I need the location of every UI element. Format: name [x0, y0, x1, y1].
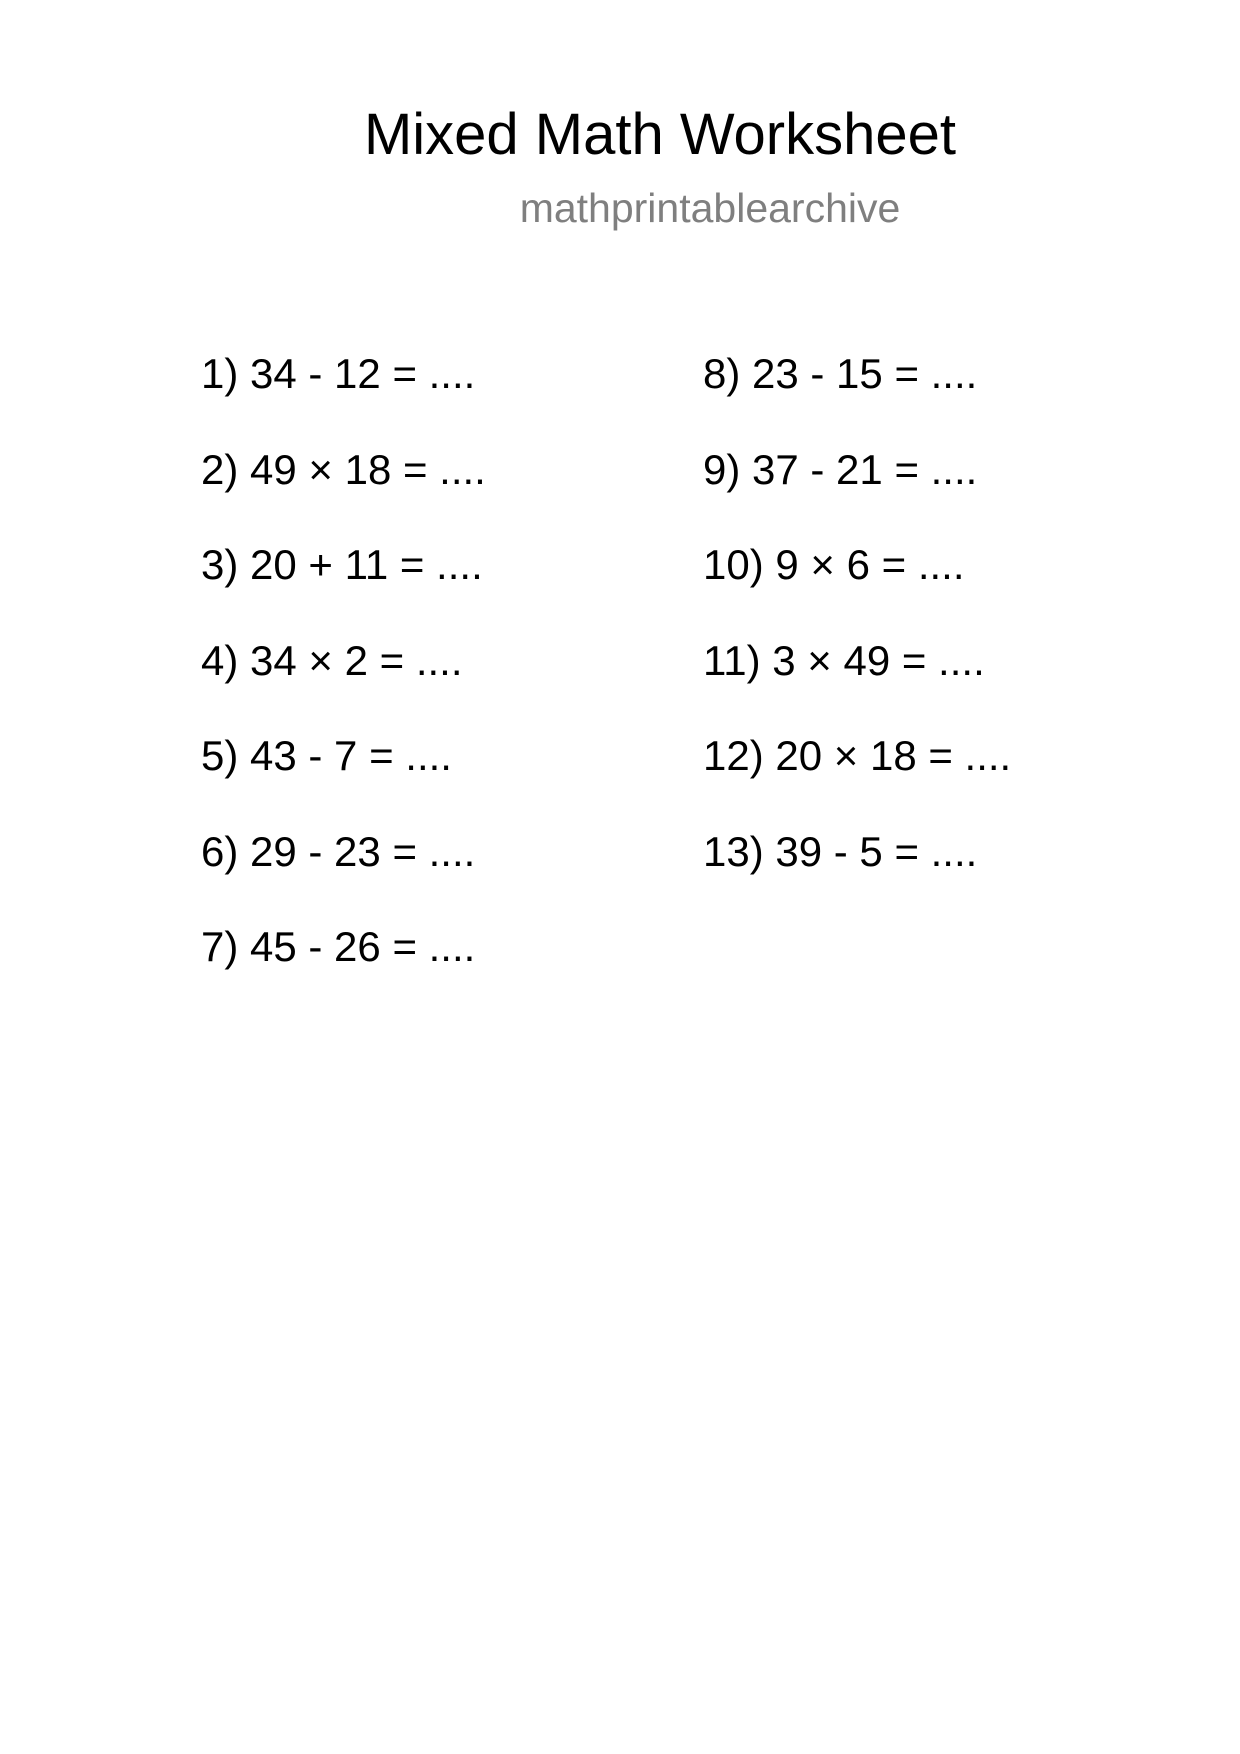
- problem-column-right: [703, 349, 1011, 922]
- problem-3: 3) 20 + 11 = ....: [201, 541, 483, 588]
- problem-1: 1) 34 - 12 = ....: [201, 350, 476, 397]
- problem-4: 4) 34 × 2 = ....: [201, 636, 463, 684]
- problem-7: 7) 45 - 26 = ....: [201, 923, 476, 970]
- problem-8: 8) 23 - 15 = ....: [703, 350, 978, 397]
- problem-12: 12) 20 × 18 = ....: [703, 732, 1012, 779]
- problem-10: 10) 9 × 6 = ....: [703, 541, 965, 588]
- page-subtitle: mathprintablearchive: [519, 185, 901, 231]
- problem-2: 2) 49 × 18 = ....: [201, 445, 486, 493]
- problem-6: 6) 29 - 23 = ....: [201, 827, 476, 875]
- problem-9: 9) 37 - 21 = ....: [703, 445, 978, 493]
- problem-11: 11) 3 × 49 = ....: [703, 636, 985, 684]
- problem-5: 5) 43 - 7 = ....: [201, 732, 452, 779]
- problem-13: 13) 39 - 5 = ....: [703, 827, 978, 875]
- problem-column-left: [201, 349, 486, 1018]
- page-title: Mixed Math Worksheet: [363, 102, 957, 167]
